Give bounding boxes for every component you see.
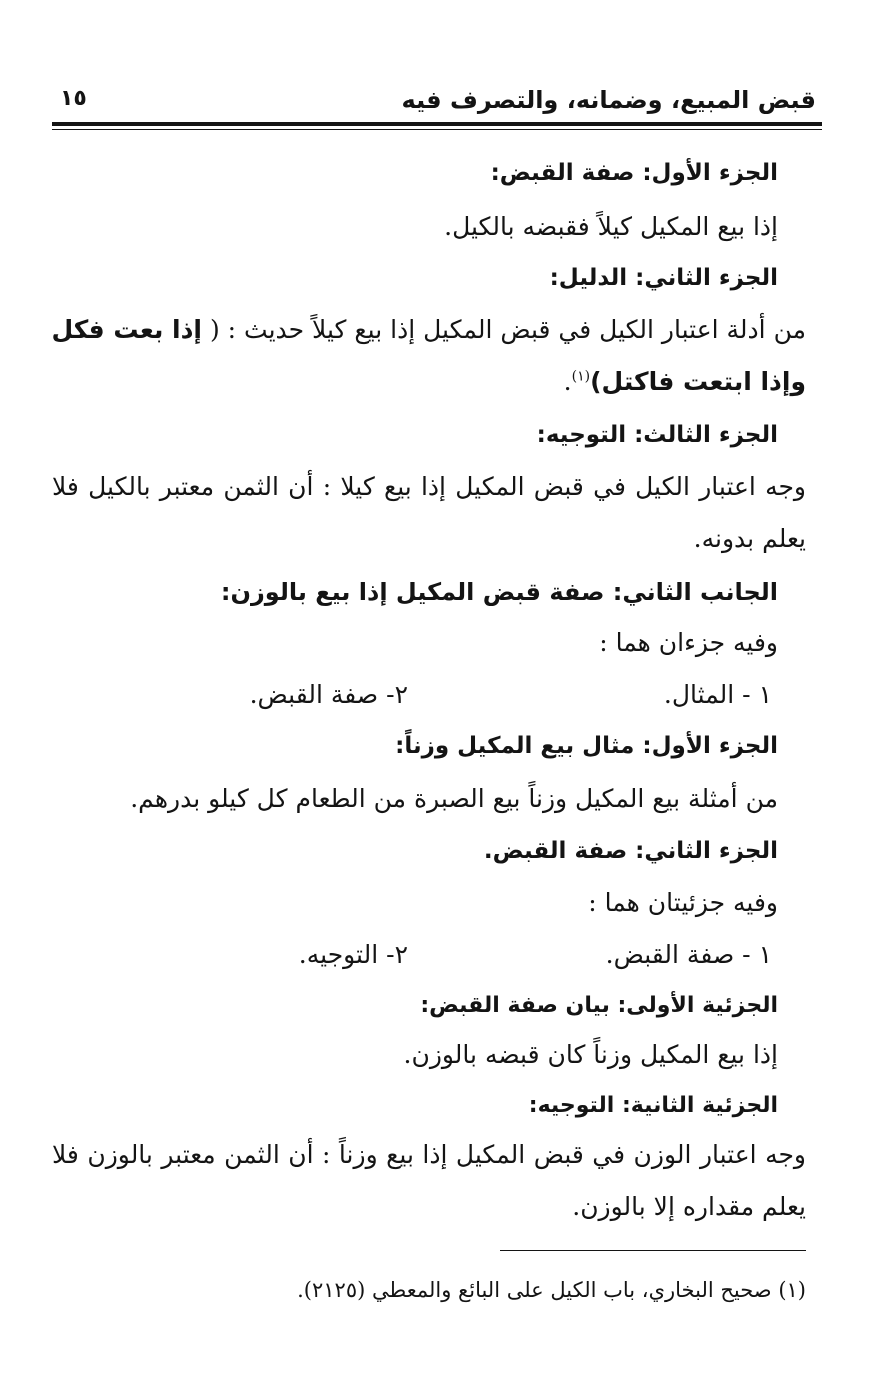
header-rule-thin <box>52 129 822 130</box>
paragraph: إذا بيع المكيل وزناً كان قبضه بالوزن. <box>403 1040 778 1069</box>
paragraph: وفيه جزءان هما : <box>599 628 778 657</box>
hadith-quote: إذا بعت فكل <box>51 315 202 344</box>
paragraph-text: . <box>563 367 572 396</box>
paragraph: من أمثلة بيع المكيل وزناً بيع الصبرة من الطعام كل كيلو بدرهم. <box>130 784 778 813</box>
list-item: ١ - المثال. <box>663 680 772 709</box>
footnote-marker: (١) <box>571 368 591 385</box>
page-number: ١٥ <box>60 86 87 111</box>
list-item: ١ - صفة القبض. <box>605 940 772 969</box>
list-item: ٢- صفة القبض. <box>249 680 408 709</box>
paragraph-hadith-line2 <box>564 367 806 396</box>
paragraph: إذا بيع المكيل كيلاً فقبضه بالكيل. <box>444 212 778 241</box>
running-title: قبض المبيع، وضمانه، والتصرف فيه <box>401 86 816 114</box>
heading-part-two: الجزء الثاني: صفة القبض. <box>483 838 778 864</box>
subheading: الجزئية الأولى: بيان صفة القبض: <box>420 993 778 1018</box>
paragraph-hadith-line1 <box>52 315 806 344</box>
paragraph: وفيه جزئيتان هما : <box>588 888 778 917</box>
subheading: الجزئية الثانية: التوجيه: <box>528 1093 778 1118</box>
page-header <box>52 86 822 120</box>
list-item: ٢- التوجيه. <box>298 940 408 969</box>
section-heading: الجانب الثاني: صفة قبض المكيل إذا بيع بالوزن: <box>220 578 778 606</box>
heading-part-three: الجزء الثالث: التوجيه: <box>536 422 778 448</box>
heading-part-one: الجزء الأول: صفة القبض: <box>490 160 778 186</box>
paragraph-text: من أدلة اعتبار الكيل في قبض المكيل إذا بيع كيلاً حديث : ( <box>209 315 806 344</box>
paragraph: وجه اعتبار الوزن في قبض المكيل إذا بيع وزناً : أن الثمن معتبر بالوزن فلا <box>52 1140 806 1169</box>
heading-part-two: الجزء الثاني: الدليل: <box>549 265 778 291</box>
footnote: (١) صحيح البخاري، باب الكيل على البائع والمعطي (٢١٢٥). <box>297 1278 806 1302</box>
paragraph: وجه اعتبار الكيل في قبض المكيل إذا بيع كيلا : أن الثمن معتبر بالكيل فلا <box>52 472 806 501</box>
footnote-rule <box>500 1250 806 1251</box>
heading-part-one: الجزء الأول: مثال بيع المكيل وزناً: <box>395 733 778 759</box>
paragraph: يعلم مقداره إلا بالوزن. <box>572 1192 806 1221</box>
paragraph: يعلم بدونه. <box>693 524 806 553</box>
header-rule <box>52 122 822 126</box>
hadith-quote: وإذا ابتعت فاكتل) <box>590 367 806 396</box>
